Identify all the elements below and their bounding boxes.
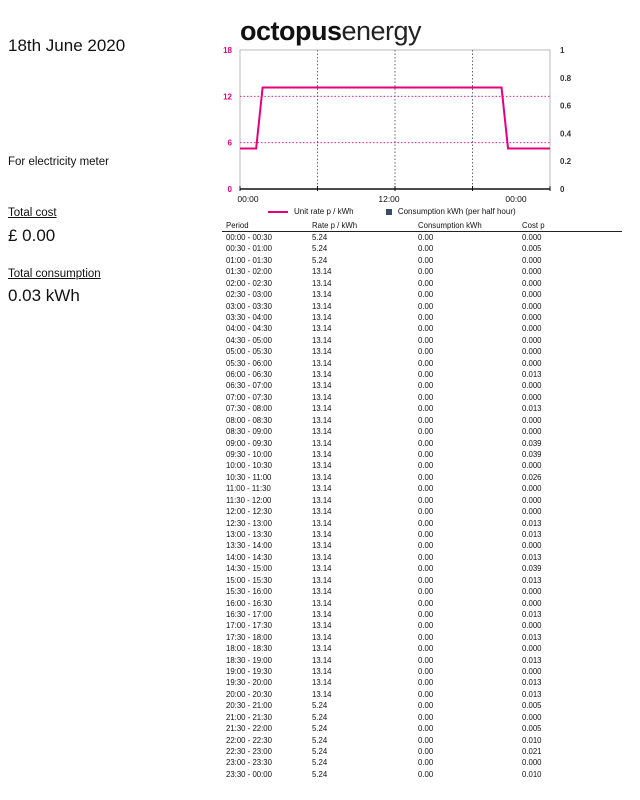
table-row — [222, 700, 622, 711]
cell-rate: 13.14 — [312, 678, 332, 688]
cell-period: 21:00 - 21:30 — [226, 712, 272, 722]
cell-period: 16:30 - 17:00 — [226, 609, 272, 619]
cell-consumption: 0.00 — [418, 370, 434, 380]
cell-consumption: 0.00 — [418, 301, 434, 311]
cell-consumption: 0.00 — [418, 587, 434, 597]
cell-rate: 5.24 — [312, 724, 328, 734]
cell-period: 02:00 - 02:30 — [226, 278, 272, 288]
cell-period: 17:30 - 18:00 — [226, 632, 272, 642]
table-row — [222, 255, 622, 266]
cell-cost: 0.039 — [522, 450, 542, 460]
cell-rate: 13.14 — [312, 392, 332, 402]
cell-period: 13:30 - 14:00 — [226, 541, 272, 551]
cell-period: 01:30 - 02:00 — [226, 267, 272, 277]
cell-rate: 13.14 — [312, 450, 332, 460]
cell-consumption: 0.00 — [418, 347, 434, 357]
table-row — [222, 301, 622, 312]
x-tick-label: 00:00 — [505, 194, 527, 204]
cell-consumption: 0.00 — [418, 609, 434, 619]
cell-period: 21:30 - 22:00 — [226, 724, 272, 734]
cell-rate: 5.24 — [312, 735, 328, 745]
cell-consumption: 0.00 — [418, 507, 434, 517]
cell-consumption: 0.00 — [418, 312, 434, 322]
chart-legend — [268, 207, 516, 216]
cell-cost: 0.013 — [522, 370, 542, 380]
table-row — [222, 312, 622, 323]
cell-cost: 0.000 — [522, 507, 542, 517]
cell-consumption: 0.00 — [418, 769, 434, 779]
cell-rate: 13.14 — [312, 529, 332, 539]
cell-consumption: 0.00 — [418, 667, 434, 677]
left-tick-label: 6 — [227, 138, 232, 148]
consumption-legend-label: Consumption kWh (per half hour) — [397, 207, 516, 216]
table-row — [222, 598, 622, 609]
cell-period: 12:30 - 13:00 — [226, 518, 272, 528]
cell-consumption: 0.00 — [418, 552, 434, 562]
table-row — [222, 655, 622, 666]
cell-cost: 0.000 — [522, 358, 542, 368]
cell-consumption: 0.00 — [418, 255, 434, 265]
cell-consumption: 0.00 — [418, 712, 434, 722]
cell-rate: 5.24 — [312, 758, 328, 768]
cell-period: 16:00 - 16:30 — [226, 598, 272, 608]
cell-rate: 13.14 — [312, 518, 332, 528]
table-row — [222, 460, 622, 471]
cell-rate: 13.14 — [312, 507, 332, 517]
table-row — [222, 278, 622, 289]
cell-rate: 5.24 — [312, 701, 328, 711]
table-row — [222, 575, 622, 586]
right-tick-label: 0 — [560, 185, 565, 194]
cell-period: 22:30 - 23:00 — [226, 746, 272, 756]
cell-consumption: 0.00 — [418, 267, 434, 277]
table-row — [222, 392, 622, 403]
cell-cost: 0.005 — [522, 724, 542, 734]
cell-consumption: 0.00 — [418, 415, 434, 425]
cell-rate: 5.24 — [312, 244, 328, 254]
cell-period: 09:00 - 09:30 — [226, 438, 272, 448]
header-cost: Cost p — [518, 221, 622, 232]
report-date: 18th June 2020 — [8, 36, 126, 55]
table-row — [222, 243, 622, 254]
logo-bold: octopus — [240, 16, 342, 46]
cell-cost: 0.039 — [522, 564, 542, 574]
cell-period: 00:30 - 01:00 — [226, 244, 272, 254]
cell-period: 17:00 - 17:30 — [226, 621, 272, 631]
cell-consumption: 0.00 — [418, 472, 434, 482]
cell-cost: 0.000 — [522, 312, 542, 322]
cell-rate: 13.14 — [312, 335, 332, 345]
cell-cost: 0.000 — [522, 392, 542, 402]
cell-consumption: 0.00 — [418, 233, 434, 242]
cell-rate: 13.14 — [312, 644, 332, 654]
table-row — [222, 540, 622, 551]
table-row — [222, 620, 622, 631]
table-row — [222, 380, 622, 391]
cell-period: 07:30 - 08:00 — [226, 404, 272, 414]
cell-consumption: 0.00 — [418, 392, 434, 402]
header-consumption: Consumption kWh — [414, 221, 518, 232]
table-row — [222, 403, 622, 414]
cell-consumption: 0.00 — [418, 724, 434, 734]
cell-consumption: 0.00 — [418, 495, 434, 505]
cell-cost: 0.000 — [522, 381, 542, 391]
cell-consumption: 0.00 — [418, 450, 434, 460]
cell-period: 08:30 - 09:00 — [226, 427, 272, 437]
logo-light: energy — [341, 16, 422, 46]
cell-consumption: 0.00 — [418, 575, 434, 585]
cell-rate: 13.14 — [312, 587, 332, 597]
cell-cost: 0.000 — [522, 461, 542, 471]
cell-cost: 0.013 — [522, 655, 542, 665]
table-row — [222, 335, 622, 346]
cell-period: 04:00 - 04:30 — [226, 324, 272, 334]
cell-rate: 5.24 — [312, 712, 328, 722]
cell-period: 10:30 - 11:00 — [226, 472, 272, 482]
cell-period: 18:00 - 18:30 — [226, 644, 272, 654]
table-header-row — [222, 221, 622, 232]
cell-cost: 0.013 — [522, 404, 542, 414]
total-consumption-label: Total consumption — [8, 268, 101, 280]
half-hour-table — [222, 221, 622, 780]
cell-rate: 13.14 — [312, 370, 332, 380]
cell-consumption: 0.00 — [418, 335, 434, 345]
cell-period: 02:30 - 03:00 — [226, 290, 272, 300]
cell-cost: 0.013 — [522, 518, 542, 528]
cell-cost: 0.000 — [522, 335, 542, 345]
cell-rate: 13.14 — [312, 312, 332, 322]
cell-period: 23:30 - 00:00 — [226, 769, 272, 779]
table-row — [222, 643, 622, 654]
cell-cost: 0.000 — [522, 347, 542, 357]
right-tick-label: 0.8 — [560, 73, 572, 83]
cell-cost: 0.013 — [522, 552, 542, 562]
cell-cost: 0.000 — [522, 495, 542, 505]
cell-cost: 0.000 — [522, 758, 542, 768]
cell-cost: 0.026 — [522, 472, 542, 482]
table-row — [222, 563, 622, 574]
consumption-legend-swatch — [386, 209, 392, 215]
table-row — [222, 232, 622, 244]
cell-cost: 0.010 — [522, 735, 542, 745]
left-tick-label: 12 — [223, 92, 232, 102]
x-tick-label: 12:00 — [378, 194, 400, 204]
cell-consumption: 0.00 — [418, 438, 434, 448]
cell-consumption: 0.00 — [418, 655, 434, 665]
table-row — [222, 495, 622, 506]
table-row — [222, 323, 622, 334]
cell-cost: 0.000 — [522, 667, 542, 677]
cell-rate: 13.14 — [312, 347, 332, 357]
cell-rate: 13.14 — [312, 358, 332, 368]
table-row — [222, 369, 622, 380]
cell-period: 03:30 - 04:00 — [226, 312, 272, 322]
cell-cost: 0.013 — [522, 575, 542, 585]
cell-rate: 13.14 — [312, 438, 332, 448]
x-tick-label: 00:00 — [237, 194, 259, 204]
table-row — [222, 518, 622, 529]
cell-rate: 13.14 — [312, 484, 332, 494]
cell-period: 06:30 - 07:00 — [226, 381, 272, 391]
cell-consumption: 0.00 — [418, 735, 434, 745]
cell-rate: 13.14 — [312, 381, 332, 391]
table-row — [222, 689, 622, 700]
cell-rate: 5.24 — [312, 233, 328, 242]
cell-cost: 0.013 — [522, 609, 542, 619]
plot-frame — [240, 50, 550, 189]
table-row — [222, 289, 622, 300]
total-consumption-value: 0.03 kWh — [8, 286, 80, 305]
cell-cost: 0.013 — [522, 632, 542, 642]
cell-period: 23:00 - 23:30 — [226, 758, 272, 768]
cell-rate: 13.14 — [312, 472, 332, 482]
cell-rate: 13.14 — [312, 609, 332, 619]
cell-rate: 13.14 — [312, 575, 332, 585]
cell-rate: 13.14 — [312, 552, 332, 562]
cell-cost: 0.000 — [522, 621, 542, 631]
cell-period: 11:30 - 12:00 — [226, 495, 272, 505]
table-row — [222, 358, 622, 369]
cell-cost: 0.000 — [522, 301, 542, 311]
cell-cost: 0.013 — [522, 689, 542, 699]
cell-cost: 0.010 — [522, 769, 542, 779]
cell-cost: 0.005 — [522, 701, 542, 711]
cell-cost: 0.000 — [522, 484, 542, 494]
cell-consumption: 0.00 — [418, 621, 434, 631]
cell-period: 05:30 - 06:00 — [226, 358, 272, 368]
table-row — [222, 666, 622, 677]
cell-rate: 13.14 — [312, 278, 332, 288]
total-cost-value: £ 0.00 — [8, 226, 56, 245]
table-row — [222, 735, 622, 746]
cell-consumption: 0.00 — [418, 290, 434, 300]
table-row — [222, 346, 622, 357]
cell-rate: 13.14 — [312, 598, 332, 608]
cell-cost: 0.000 — [522, 587, 542, 597]
cell-consumption: 0.00 — [418, 758, 434, 768]
cell-rate: 13.14 — [312, 541, 332, 551]
cell-cost: 0.000 — [522, 541, 542, 551]
header-period: Period — [222, 221, 308, 232]
cell-period: 09:30 - 10:00 — [226, 450, 272, 460]
cell-cost: 0.021 — [522, 746, 542, 756]
cell-period: 03:00 - 03:30 — [226, 301, 272, 311]
cell-period: 10:00 - 10:30 — [226, 461, 272, 471]
cell-consumption: 0.00 — [418, 644, 434, 654]
cell-cost: 0.013 — [522, 529, 542, 539]
cell-rate: 13.14 — [312, 404, 332, 414]
right-tick-label: 0.4 — [560, 129, 572, 139]
usage-chart — [0, 0, 640, 210]
table-row — [222, 529, 622, 540]
table-row — [222, 415, 622, 426]
cell-rate: 13.14 — [312, 427, 332, 437]
total-cost-label: Total cost — [8, 207, 57, 219]
cell-period: 08:00 - 08:30 — [226, 415, 272, 425]
cell-rate: 13.14 — [312, 324, 332, 334]
rate-legend-label: Unit rate p / kWh — [294, 207, 354, 216]
cell-cost: 0.000 — [522, 712, 542, 722]
cell-period: 20:00 - 20:30 — [226, 689, 272, 699]
cell-period: 22:00 - 22:30 — [226, 735, 272, 745]
meter-label: For electricity meter — [8, 156, 109, 168]
cell-consumption: 0.00 — [418, 484, 434, 494]
cell-cost: 0.000 — [522, 255, 542, 265]
cell-rate: 13.14 — [312, 564, 332, 574]
cell-consumption: 0.00 — [418, 518, 434, 528]
table-row — [222, 506, 622, 517]
cell-period: 01:00 - 01:30 — [226, 255, 272, 265]
cell-period: 15:30 - 16:00 — [226, 587, 272, 597]
cell-period: 15:00 - 15:30 — [226, 575, 272, 585]
cell-period: 06:00 - 06:30 — [226, 370, 272, 380]
cell-cost: 0.013 — [522, 678, 542, 688]
cell-cost: 0.039 — [522, 438, 542, 448]
cell-rate: 13.14 — [312, 667, 332, 677]
cell-cost: 0.000 — [522, 644, 542, 654]
table-row — [222, 677, 622, 688]
cell-period: 12:00 - 12:30 — [226, 507, 272, 517]
table-row — [222, 632, 622, 643]
cell-period: 00:00 - 00:30 — [226, 233, 272, 242]
table-row — [222, 586, 622, 597]
cell-rate: 13.14 — [312, 655, 332, 665]
cell-consumption: 0.00 — [418, 689, 434, 699]
cell-period: 20:30 - 21:00 — [226, 701, 272, 711]
rate-legend-swatch — [268, 211, 288, 213]
cell-cost: 0.000 — [522, 427, 542, 437]
cell-rate: 13.14 — [312, 621, 332, 631]
table-row — [222, 609, 622, 620]
cell-rate: 13.14 — [312, 301, 332, 311]
cell-consumption: 0.00 — [418, 358, 434, 368]
cell-rate: 5.24 — [312, 769, 328, 779]
cell-cost: 0.000 — [522, 267, 542, 277]
table-row — [222, 769, 622, 780]
cell-period: 13:00 - 13:30 — [226, 529, 272, 539]
cell-consumption: 0.00 — [418, 404, 434, 414]
right-tick-label: 1 — [560, 46, 565, 55]
cell-rate: 13.14 — [312, 290, 332, 300]
cell-period: 14:00 - 14:30 — [226, 552, 272, 562]
left-tick-label: 0 — [227, 185, 232, 194]
table-row — [222, 483, 622, 494]
cell-period: 04:30 - 05:00 — [226, 335, 272, 345]
cell-cost: 0.000 — [522, 233, 542, 242]
cell-rate: 5.24 — [312, 746, 328, 756]
table-row — [222, 426, 622, 437]
right-tick-label: 0.6 — [560, 101, 572, 111]
cell-consumption: 0.00 — [418, 529, 434, 539]
cell-rate: 5.24 — [312, 255, 328, 265]
cell-rate: 13.14 — [312, 495, 332, 505]
cell-period: 19:00 - 19:30 — [226, 667, 272, 677]
table-row — [222, 723, 622, 734]
cell-period: 07:00 - 07:30 — [226, 392, 272, 402]
cell-consumption: 0.00 — [418, 324, 434, 334]
table-row — [222, 746, 622, 757]
cell-rate: 13.14 — [312, 689, 332, 699]
table-row — [222, 472, 622, 483]
cell-cost: 0.000 — [522, 324, 542, 334]
table-row — [222, 552, 622, 563]
cell-consumption: 0.00 — [418, 632, 434, 642]
table-row — [222, 266, 622, 277]
cell-consumption: 0.00 — [418, 701, 434, 711]
cell-consumption: 0.00 — [418, 678, 434, 688]
cell-consumption: 0.00 — [418, 541, 434, 551]
cell-consumption: 0.00 — [418, 461, 434, 471]
cell-consumption: 0.00 — [418, 564, 434, 574]
cell-cost: 0.000 — [522, 278, 542, 288]
table-row — [222, 438, 622, 449]
cell-consumption: 0.00 — [418, 746, 434, 756]
cell-rate: 13.14 — [312, 632, 332, 642]
cell-consumption: 0.00 — [418, 598, 434, 608]
cell-cost: 0.000 — [522, 598, 542, 608]
table-row — [222, 757, 622, 768]
cell-consumption: 0.00 — [418, 427, 434, 437]
table-row — [222, 712, 622, 723]
left-tick-label: 18 — [223, 46, 232, 55]
cell-period: 05:00 - 05:30 — [226, 347, 272, 357]
cell-period: 19:30 - 20:00 — [226, 678, 272, 688]
cell-rate: 13.14 — [312, 461, 332, 471]
cell-rate: 13.14 — [312, 267, 332, 277]
cell-rate: 13.14 — [312, 415, 332, 425]
cell-cost: 0.000 — [522, 290, 542, 300]
cell-period: 18:30 - 19:00 — [226, 655, 272, 665]
header-rate: Rate p / kWh — [308, 221, 414, 232]
cell-consumption: 0.00 — [418, 278, 434, 288]
right-tick-label: 0.2 — [560, 157, 572, 167]
cell-consumption: 0.00 — [418, 244, 434, 254]
table-row — [222, 449, 622, 460]
cell-period: 11:00 - 11:30 — [226, 484, 271, 494]
cell-cost: 0.000 — [522, 415, 542, 425]
cell-cost: 0.005 — [522, 244, 542, 254]
cell-period: 14:30 - 15:00 — [226, 564, 272, 574]
cell-consumption: 0.00 — [418, 381, 434, 391]
